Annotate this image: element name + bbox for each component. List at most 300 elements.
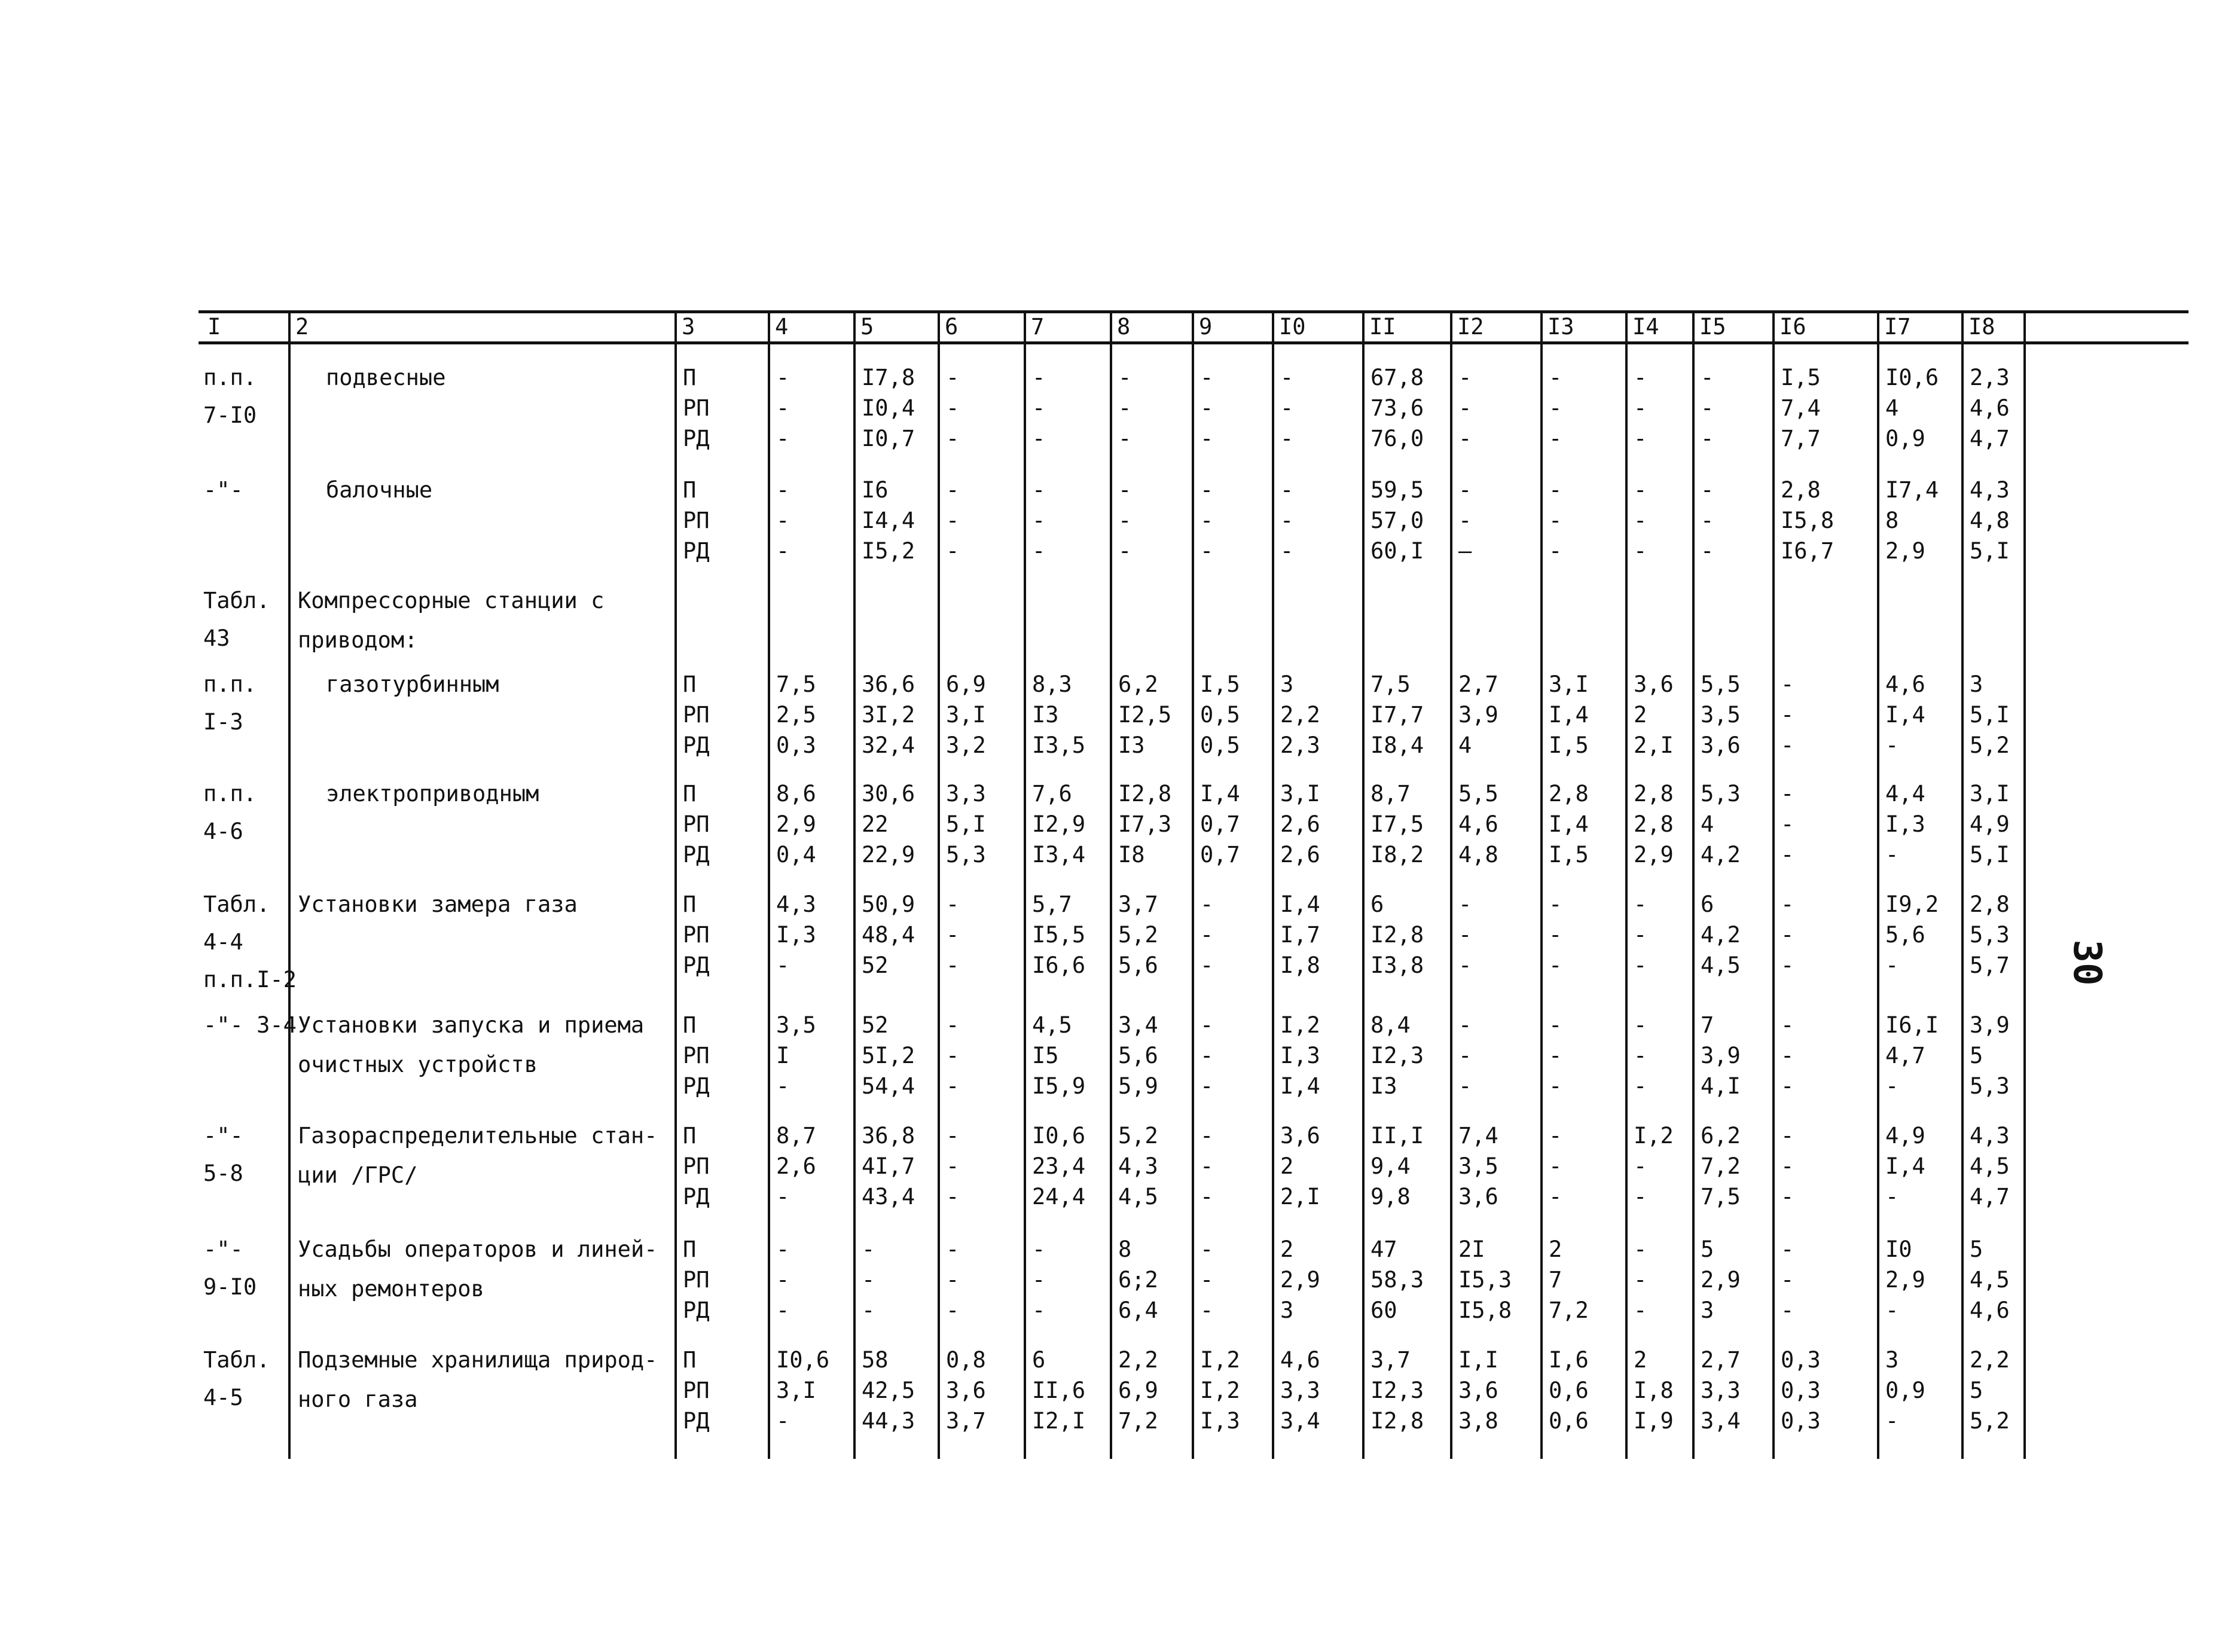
table-cell: I7,3 (1118, 811, 1172, 837)
row-description: Установки замера газа (298, 891, 578, 917)
row-reference: I-3 (203, 709, 243, 735)
table-cell: - (1634, 1153, 1647, 1179)
column-header: I4 (1632, 314, 1659, 340)
table-cell: - (946, 1236, 960, 1262)
table-cell: 3I,2 (862, 702, 915, 728)
table-cell: I,5 (1781, 365, 1821, 390)
table-cell: - (776, 395, 790, 421)
table-cell: 3,I (1549, 671, 1589, 697)
table-cell: 2,8 (1634, 781, 1674, 807)
table-cell: 2,8 (1970, 891, 2010, 917)
table-cell: 5,3 (946, 842, 986, 868)
table-cell: I8 (1118, 842, 1145, 868)
table-cell: I,2 (1634, 1123, 1674, 1149)
table-cell: - (1280, 365, 1294, 390)
column-header: 6 (945, 314, 959, 340)
row-description: Подземные хранилища природ- (298, 1347, 658, 1373)
table-cell: 60 (1370, 1297, 1397, 1323)
table-cell: - (776, 365, 790, 390)
table-cell: - (1549, 538, 1562, 564)
table-cell: I0 (1885, 1236, 1912, 1262)
column-divider (1961, 310, 1964, 1459)
table-cell: I3,5 (1032, 732, 1086, 758)
row-type-label: П (683, 1123, 697, 1149)
table-cell: I,4 (1885, 702, 1925, 728)
column-header: 2 (295, 314, 309, 340)
table-cell: - (1781, 1267, 1794, 1293)
table-cell: - (1280, 508, 1294, 533)
table-cell: - (946, 477, 960, 503)
table-cell: - (1781, 1073, 1794, 1099)
table-cell: I3,4 (1032, 842, 1086, 868)
table-cell: 2,9 (1701, 1267, 1741, 1293)
row-description: подвесные (326, 365, 446, 390)
row-reference: 4-5 (203, 1385, 243, 1410)
row-reference: 4-6 (203, 819, 243, 844)
table-cell: 2,6 (776, 1153, 816, 1179)
table-cell: II,6 (1032, 1378, 1086, 1403)
table-cell: 24,4 (1032, 1184, 1086, 1210)
row-type-label: РД (683, 952, 710, 978)
table-cell: 3 (1885, 1347, 1899, 1373)
row-type-label: РП (683, 922, 710, 948)
table-cell: I2,9 (1032, 811, 1086, 837)
table-cell: 2,3 (1280, 732, 1320, 758)
table-cell: 5,2 (1970, 1408, 2010, 1434)
table-cell: - (1200, 395, 1214, 421)
table-cell: 4 (1458, 732, 1472, 758)
table-cell: 2,6 (1280, 811, 1320, 837)
table-cell: - (1458, 395, 1472, 421)
table-cell: 4,3 (1970, 477, 2010, 503)
table-cell: 44,3 (862, 1408, 915, 1434)
table-cell: I,2 (1280, 1012, 1320, 1038)
table-cell: - (1032, 365, 1046, 390)
table-cell: - (776, 952, 790, 978)
table-cell: - (1781, 702, 1794, 728)
table-cell: 3,4 (1701, 1408, 1741, 1434)
table-cell: 6,2 (1118, 671, 1158, 697)
row-reference: 4-4 (203, 929, 243, 955)
table-cell: - (1200, 891, 1214, 917)
table-cell: I3 (1032, 702, 1059, 728)
row-type-label: РП (683, 1043, 710, 1068)
column-header: 9 (1199, 314, 1213, 340)
column-header: I5 (1699, 314, 1726, 340)
table-cell: - (1200, 508, 1214, 533)
table-cell: 3,3 (1701, 1378, 1741, 1403)
table-cell: - (776, 1073, 790, 1099)
table-cell: - (1280, 426, 1294, 451)
table-cell: 7,5 (1370, 671, 1411, 697)
table-cell: - (1781, 732, 1794, 758)
table-cell: - (1701, 477, 1714, 503)
table-cell: 4,7 (1970, 1184, 2010, 1210)
table-cell: I5,8 (1781, 508, 1835, 533)
table-cell: 4,3 (776, 891, 816, 917)
column-divider (1024, 310, 1026, 1459)
table-cell: 3,I (1970, 781, 2010, 807)
table-cell: I2,8 (1370, 922, 1424, 948)
row-description: газотурбинным (326, 671, 499, 697)
table-cell: 0,9 (1885, 1378, 1925, 1403)
table-cell: - (1549, 1123, 1562, 1149)
table-cell: I2,5 (1118, 702, 1172, 728)
row-description: электроприводным (326, 781, 539, 807)
table-cell: I5,9 (1032, 1073, 1086, 1099)
table-cell: - (1781, 781, 1794, 807)
table-cell: 0,5 (1200, 732, 1240, 758)
table-cell: - (1200, 426, 1214, 451)
table-cell: 0,7 (1200, 811, 1240, 837)
table-cell: 3,3 (946, 781, 986, 807)
row-description: ных ремонтеров (298, 1276, 484, 1302)
table-cell: - (862, 1267, 875, 1293)
table-cell: 2,2 (1118, 1347, 1158, 1373)
table-cell: 2,9 (1280, 1267, 1320, 1293)
table-cell: 3,5 (776, 1012, 816, 1038)
table-cell: - (776, 508, 790, 533)
table-cell: 0,3 (1781, 1347, 1821, 1373)
table-cell: I2,I (1032, 1408, 1086, 1434)
table-cell: - (946, 891, 960, 917)
table-cell: 22 (862, 811, 889, 837)
table-cell: 0,9 (1885, 426, 1925, 451)
table-cell: - (1200, 1184, 1214, 1210)
table-cell: I6 (862, 477, 889, 503)
table-cell: 3,2 (946, 732, 986, 758)
table-cell: I6,I (1885, 1012, 1939, 1038)
table-cell: - (1549, 1073, 1562, 1099)
table-cell: I8,4 (1370, 732, 1424, 758)
column-header: I (207, 314, 221, 340)
table-cell: I7,4 (1885, 477, 1939, 503)
table-cell: 6 (1701, 891, 1714, 917)
table-cell: 3,6 (1458, 1184, 1498, 1210)
table-cell: I,4 (1885, 1153, 1925, 1179)
table-cell: - (1458, 891, 1472, 917)
row-reference: -"- 3-4 (203, 1012, 297, 1038)
table-cell: 5,6 (1118, 952, 1158, 978)
column-divider (768, 310, 770, 1459)
table-cell: 7,4 (1781, 395, 1821, 421)
table-cell: - (1549, 508, 1562, 533)
column-header: 4 (775, 314, 789, 340)
table-cell: - (1549, 426, 1562, 451)
table-cell: - (1781, 671, 1794, 697)
column-divider (1192, 310, 1194, 1459)
table-cell: - (1701, 538, 1714, 564)
table-cell: 42,5 (862, 1378, 915, 1403)
table-cell: 7 (1701, 1012, 1714, 1038)
table-cell: - (1701, 395, 1714, 421)
table-cell: 2,9 (1634, 842, 1674, 868)
row-type-label: РД (683, 732, 710, 758)
table-cell: 5,7 (1970, 952, 2010, 978)
table-cell: - (776, 477, 790, 503)
table-cell: - (1781, 922, 1794, 948)
table-cell: 3,7 (946, 1408, 986, 1434)
table-cell: - (1634, 395, 1647, 421)
row-description: ного газа (298, 1387, 418, 1412)
table-cell: 5,I (1970, 842, 2010, 868)
table-cell: 8,4 (1370, 1012, 1411, 1038)
table-cell: - (1032, 426, 1046, 451)
table-cell: 5,3 (1701, 781, 1741, 807)
table-cell: I,8 (1634, 1378, 1674, 1403)
table-cell: 3 (1701, 1297, 1714, 1323)
table-cell: I,3 (1280, 1043, 1320, 1068)
row-type-label: РД (683, 538, 710, 564)
table-cell: - (1118, 538, 1132, 564)
table-cell: 52 (862, 952, 889, 978)
column-divider (1450, 310, 1452, 1459)
table-cell: 0,6 (1549, 1378, 1589, 1403)
table-cell: 7,5 (1701, 1184, 1741, 1210)
table-cell: - (1200, 1043, 1214, 1068)
table-cell: - (946, 1153, 960, 1179)
table-cell: 7,7 (1781, 426, 1821, 451)
table-cell: - (1634, 952, 1647, 978)
row-type-label: РД (683, 1297, 710, 1323)
table-cell: - (1280, 477, 1294, 503)
table-cell: 7,5 (776, 671, 816, 697)
table-cell: - (946, 1043, 960, 1068)
table-cell: - (946, 538, 960, 564)
table-cell: 7,2 (1701, 1153, 1741, 1179)
table-cell: I,5 (1549, 842, 1589, 868)
table-cell: 4,6 (1458, 811, 1498, 837)
row-type-label: П (683, 891, 697, 917)
table-cell: - (946, 1297, 960, 1323)
row-type-label: РД (683, 1184, 710, 1210)
table-cell: - (776, 1267, 790, 1293)
table-cell: 59,5 (1370, 477, 1424, 503)
table-cell: I,4 (1280, 891, 1320, 917)
table-cell: 4,7 (1970, 426, 2010, 451)
table-cell: - (1458, 477, 1472, 503)
table-cell: 2,9 (776, 811, 816, 837)
row-type-label: П (683, 671, 697, 697)
column-header: I7 (1884, 314, 1911, 340)
table-cell: - (1032, 395, 1046, 421)
table-cell: - (1032, 477, 1046, 503)
table-cell: - (1549, 477, 1562, 503)
table-cell: I,3 (1885, 811, 1925, 837)
table-cell: 9,4 (1370, 1153, 1411, 1179)
table-cell: 3,4 (1118, 1012, 1158, 1038)
table-cell: - (1118, 395, 1132, 421)
table-cell: 7,2 (1549, 1297, 1589, 1323)
table-cell: 2,8 (1634, 811, 1674, 837)
table-cell: - (1781, 1043, 1794, 1068)
table-cell: I3,8 (1370, 952, 1424, 978)
table-cell: 52 (862, 1012, 889, 1038)
table-cell: - (1200, 1073, 1214, 1099)
table-cell: - (1118, 508, 1132, 533)
table-cell: - (1280, 538, 1294, 564)
table-cell: 3,8 (1458, 1408, 1498, 1434)
table-cell: 0,6 (1549, 1408, 1589, 1434)
row-type-label: РП (683, 395, 710, 421)
table-cell: - (1885, 1297, 1899, 1323)
table-cell: 2,8 (1549, 781, 1589, 807)
table-cell: - (1458, 426, 1472, 451)
row-reference: Табл. (203, 1347, 270, 1373)
table-cell: I3 (1370, 1073, 1397, 1099)
table-cell: - (1634, 922, 1647, 948)
table-cell: 8,7 (776, 1123, 816, 1149)
row-reference: п.п. (203, 781, 257, 807)
table-cell: - (946, 395, 960, 421)
table-cell: 47 (1370, 1236, 1397, 1262)
table-cell: 3 (1970, 671, 1983, 697)
table-cell: - (776, 426, 790, 451)
table-cell: - (1701, 508, 1714, 533)
table-cell: - (1781, 1153, 1794, 1179)
row-reference: 9-I0 (203, 1274, 257, 1300)
table-cell: - (1549, 922, 1562, 948)
table-cell: I9,2 (1885, 891, 1939, 917)
table-cell: 60,I (1370, 538, 1424, 564)
row-description: Усадьбы операторов и линей- (298, 1236, 658, 1262)
table-cell: 5 (1970, 1236, 1983, 1262)
table-cell: 4,4 (1885, 781, 1925, 807)
table-cell: I,3 (1200, 1408, 1240, 1434)
table-cell: - (1549, 395, 1562, 421)
table-cell: 4I,7 (862, 1153, 915, 1179)
table-cell: 32,4 (862, 732, 915, 758)
table-cell: 7,6 (1032, 781, 1072, 807)
row-reference: п.п. (203, 671, 257, 697)
row-type-label: П (683, 365, 697, 390)
row-type-label: РД (683, 1073, 710, 1099)
table-cell: 5,5 (1458, 781, 1498, 807)
row-type-label: РП (683, 1267, 710, 1293)
table-cell: 4,8 (1458, 842, 1498, 868)
table-cell: - (1032, 1267, 1046, 1293)
row-reference: 43 (203, 625, 230, 651)
table-cell: I0,6 (776, 1347, 830, 1373)
table-cell: 4,7 (1885, 1043, 1925, 1068)
row-description: Компрессорные станции с (298, 588, 605, 613)
table-cell: 7 (1549, 1267, 1562, 1293)
column-header: I2 (1457, 314, 1484, 340)
table-cell: I6,6 (1032, 952, 1086, 978)
row-type-label: РП (683, 702, 710, 728)
column-divider (674, 310, 677, 1459)
table-cell: 3,6 (1701, 732, 1741, 758)
table-cell: 2 (1549, 1236, 1562, 1262)
table-cell: 5,2 (1970, 732, 2010, 758)
table-cell: 3,5 (1701, 702, 1741, 728)
row-description: приводом: (298, 627, 418, 653)
column-divider (288, 310, 291, 1459)
table-cell: - (1032, 508, 1046, 533)
row-type-label: П (683, 1012, 697, 1038)
table-cell: I2,8 (1370, 1408, 1424, 1434)
column-header: I0 (1279, 314, 1306, 340)
table-cell: I4,4 (862, 508, 915, 533)
table-cell: I7,5 (1370, 811, 1424, 837)
table-cell: 8 (1885, 508, 1899, 533)
row-reference: Табл. (203, 891, 270, 917)
table-cell: - (1549, 1153, 1562, 1179)
table-cell: I (776, 1043, 790, 1068)
table-cell: 2 (1280, 1236, 1294, 1262)
table-cell: I,5 (1200, 671, 1240, 697)
table-cell: 7,2 (1118, 1408, 1158, 1434)
table-cell: I7,8 (862, 365, 915, 390)
table-cell: - (1885, 1073, 1899, 1099)
table-cell: - (1200, 922, 1214, 948)
table-cell: - (862, 1297, 875, 1323)
table-cell: 5 (1970, 1378, 1983, 1403)
table-cell: 5I,2 (862, 1043, 915, 1068)
row-description: Газораспределительные стан- (298, 1123, 658, 1149)
table-cell: - (1701, 426, 1714, 451)
column-header: 3 (682, 314, 695, 340)
column-header: I6 (1779, 314, 1806, 340)
table-cell: I,I (1458, 1347, 1498, 1373)
table-cell: - (1701, 365, 1714, 390)
table-cell: - (1549, 365, 1562, 390)
column-header: II (1369, 314, 1396, 340)
table-cell: 5,I (946, 811, 986, 837)
table-cell: 2,7 (1701, 1347, 1741, 1373)
table-cell: I,4 (1549, 811, 1589, 837)
table-cell: 5,2 (1118, 1123, 1158, 1149)
table-cell: I2,3 (1370, 1043, 1424, 1068)
table-cell: - (1458, 508, 1472, 533)
table-cell: - (946, 426, 960, 451)
table-cell: 5,I (1970, 538, 2010, 564)
table-cell: I2,8 (1118, 781, 1172, 807)
table-cell: 3,9 (1701, 1043, 1741, 1068)
table-cell: 0,7 (1200, 842, 1240, 868)
table-cell: I8,2 (1370, 842, 1424, 868)
table-cell: 43,4 (862, 1184, 915, 1210)
table-cell: I5,3 (1458, 1267, 1512, 1293)
table-cell: 6;2 (1118, 1267, 1158, 1293)
table-cell: - (1781, 842, 1794, 868)
table-cell: - (1634, 1297, 1647, 1323)
table-cell: 4,6 (1970, 1297, 2010, 1323)
table-cell: - (776, 538, 790, 564)
table-cell: - (1634, 426, 1647, 451)
table-cell: - (776, 1408, 790, 1434)
table-cell: - (1885, 732, 1899, 758)
table-cell: I,4 (1549, 702, 1589, 728)
table-cell: - (1634, 365, 1647, 390)
table-cell: - (776, 1297, 790, 1323)
row-type-label: РД (683, 1408, 710, 1434)
row-description: Установки запуска и приема (298, 1012, 645, 1038)
table-cell: - (946, 1184, 960, 1210)
table-cell: 4 (1701, 811, 1714, 837)
table-cell: 0,3 (1781, 1378, 1821, 1403)
row-type-label: РП (683, 1153, 710, 1179)
table-cell: 3,6 (946, 1378, 986, 1403)
table-cell: 4,5 (1032, 1012, 1072, 1038)
row-reference: п.п. (203, 365, 257, 390)
page-number: 30 (2065, 939, 2109, 986)
table-cell: - (1200, 365, 1214, 390)
table-cell: - (1781, 891, 1794, 917)
row-description: ции /ГРС/ (298, 1162, 418, 1188)
table-cell: 5,3 (1970, 922, 2010, 948)
table-cell: I,4 (1200, 781, 1240, 807)
